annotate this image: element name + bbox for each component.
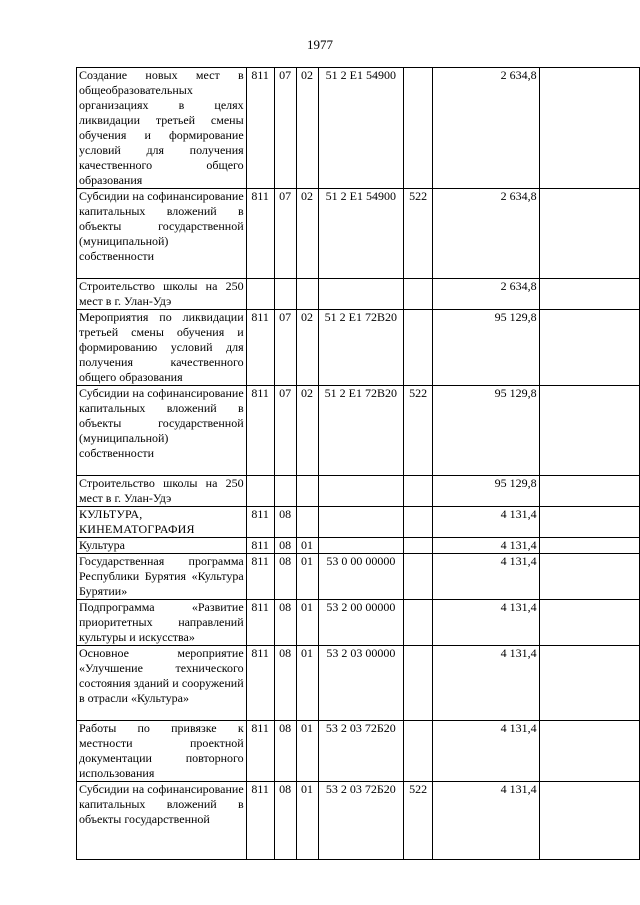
table-row [77, 386, 640, 476]
table-body [77, 68, 640, 860]
subsection-code-cell: 02 [296, 310, 318, 386]
page-number: 1977 [307, 37, 333, 52]
subsection-code-cell [296, 279, 318, 310]
subsection-code-cell: 01 [296, 554, 318, 600]
item-name-cell: Мероприятия по ликвидации третьей смены обучения и формированию условий для получения качественного общего образования [77, 310, 247, 386]
amount-cell: 4 131,4 [433, 554, 539, 600]
table-row [77, 68, 640, 189]
expense-type-cell [404, 538, 433, 554]
subsection-code-cell: 02 [296, 68, 318, 189]
subsection-code-cell: 01 [296, 600, 318, 646]
section-code-cell: 08 [274, 538, 296, 554]
ministry-code-cell [246, 476, 274, 507]
amount-cell: 2 634,8 [433, 279, 539, 310]
subsection-code-cell [296, 476, 318, 507]
ministry-code-cell: 811 [246, 782, 274, 860]
expense-type-cell [404, 476, 433, 507]
section-code-cell: 08 [274, 721, 296, 782]
expense-type-cell [404, 279, 433, 310]
extra-column-cell [539, 279, 639, 310]
expense-type-cell [404, 646, 433, 721]
subsection-code-cell: 02 [296, 189, 318, 279]
item-name-cell: Строительство школы на 250 мест в г. Улан-Удэ [77, 476, 247, 507]
item-name-cell: Субсидии на софинансирование капитальных вложений в объекты государственной (муниципальной) собственности [77, 386, 247, 476]
amount-cell: 95 129,8 [433, 310, 539, 386]
extra-column-cell [539, 721, 639, 782]
amount-cell: 4 131,4 [433, 646, 539, 721]
ministry-code-cell: 811 [246, 507, 274, 538]
amount-cell: 2 634,8 [433, 68, 539, 189]
ministry-code-cell: 811 [246, 554, 274, 600]
target-article-cell [318, 507, 404, 538]
target-article-cell: 53 0 00 00000 [318, 554, 404, 600]
ministry-code-cell: 811 [246, 721, 274, 782]
extra-column-cell [539, 189, 639, 279]
target-article-cell: 51 2 E1 54900 [318, 68, 404, 189]
expense-type-cell: 522 [404, 189, 433, 279]
section-code-cell: 07 [274, 386, 296, 476]
ministry-code-cell: 811 [246, 538, 274, 554]
subsection-code-cell: 01 [296, 538, 318, 554]
section-code-cell: 08 [274, 646, 296, 721]
table-row [77, 507, 640, 538]
budget-table [76, 67, 640, 860]
extra-column-cell [539, 68, 639, 189]
extra-column-cell [539, 538, 639, 554]
section-code-cell: 07 [274, 310, 296, 386]
amount-cell: 95 129,8 [433, 476, 539, 507]
item-name-cell: Работы по привязке к местности проектной документации повторного использования [77, 721, 247, 782]
amount-cell: 2 634,8 [433, 189, 539, 279]
item-name-cell: Создание новых мест в общеобразовательных организациях в целях ликвидации третьей смены обучения и формирование условий для получения качественного общего образования [77, 68, 247, 189]
item-name-cell: Основное мероприятие «Улучшение технического состояния зданий и сооружений в отрасли «Культура» [77, 646, 247, 721]
table-row [77, 721, 640, 782]
table-row [77, 600, 640, 646]
extra-column-cell [539, 386, 639, 476]
target-article-cell: 53 2 03 72Б20 [318, 782, 404, 860]
table-row [77, 782, 640, 860]
section-code-cell: 07 [274, 68, 296, 189]
ministry-code-cell: 811 [246, 600, 274, 646]
target-article-cell: 51 2 E1 72B20 [318, 310, 404, 386]
extra-column-cell [539, 476, 639, 507]
amount-cell: 4 131,4 [433, 782, 539, 860]
extra-column-cell [539, 646, 639, 721]
item-name-cell: КУЛЬТУРА, КИНЕМАТОГРАФИЯ [77, 507, 247, 538]
subsection-code-cell: 02 [296, 386, 318, 476]
table-row [77, 554, 640, 600]
extra-column-cell [539, 554, 639, 600]
section-code-cell: 08 [274, 554, 296, 600]
target-article-cell: 51 2 E1 72B20 [318, 386, 404, 476]
table-row [77, 646, 640, 721]
expense-type-cell [404, 600, 433, 646]
subsection-code-cell [296, 507, 318, 538]
expense-type-cell: 522 [404, 782, 433, 860]
item-name-cell: Культура [77, 538, 247, 554]
section-code-cell: 08 [274, 782, 296, 860]
amount-cell: 4 131,4 [433, 507, 539, 538]
expense-type-cell: 522 [404, 386, 433, 476]
extra-column-cell [539, 310, 639, 386]
expense-type-cell [404, 310, 433, 386]
target-article-cell: 51 2 E1 54900 [318, 189, 404, 279]
section-code-cell: 07 [274, 189, 296, 279]
section-code-cell: 08 [274, 507, 296, 538]
table-row [77, 189, 640, 279]
target-article-cell: 53 2 03 00000 [318, 646, 404, 721]
item-name-cell: Субсидии на софинансирование капитальных вложений в объекты государственной [77, 782, 247, 860]
expense-type-cell [404, 68, 433, 189]
expense-type-cell [404, 721, 433, 782]
amount-cell: 4 131,4 [433, 721, 539, 782]
amount-cell: 4 131,4 [433, 538, 539, 554]
ministry-code-cell: 811 [246, 310, 274, 386]
ministry-code-cell: 811 [246, 386, 274, 476]
target-article-cell [318, 279, 404, 310]
extra-column-cell [539, 507, 639, 538]
section-code-cell [274, 279, 296, 310]
expense-type-cell [404, 554, 433, 600]
ministry-code-cell: 811 [246, 68, 274, 189]
item-name-cell: Субсидии на софинансирование капитальных вложений в объекты государственной (муниципальной) собственности [77, 189, 247, 279]
extra-column-cell [539, 782, 639, 860]
subsection-code-cell: 01 [296, 782, 318, 860]
expense-type-cell [404, 507, 433, 538]
target-article-cell [318, 538, 404, 554]
ministry-code-cell: 811 [246, 646, 274, 721]
ministry-code-cell [246, 279, 274, 310]
section-code-cell [274, 476, 296, 507]
table-row [77, 538, 640, 554]
table-row [77, 310, 640, 386]
extra-column-cell [539, 600, 639, 646]
ministry-code-cell: 811 [246, 189, 274, 279]
target-article-cell: 53 2 03 72Б20 [318, 721, 404, 782]
section-code-cell: 08 [274, 600, 296, 646]
item-name-cell: Подпрограмма «Развитие приоритетных направлений культуры и искусства» [77, 600, 247, 646]
subsection-code-cell: 01 [296, 646, 318, 721]
amount-cell: 4 131,4 [433, 600, 539, 646]
amount-cell: 95 129,8 [433, 386, 539, 476]
item-name-cell: Строительство школы на 250 мест в г. Улан-Удэ [77, 279, 247, 310]
target-article-cell: 53 2 00 00000 [318, 600, 404, 646]
table-row [77, 279, 640, 310]
target-article-cell [318, 476, 404, 507]
subsection-code-cell: 01 [296, 721, 318, 782]
item-name-cell: Государственная программа Республики Бурятия «Культура Бурятии» [77, 554, 247, 600]
table-row [77, 476, 640, 507]
